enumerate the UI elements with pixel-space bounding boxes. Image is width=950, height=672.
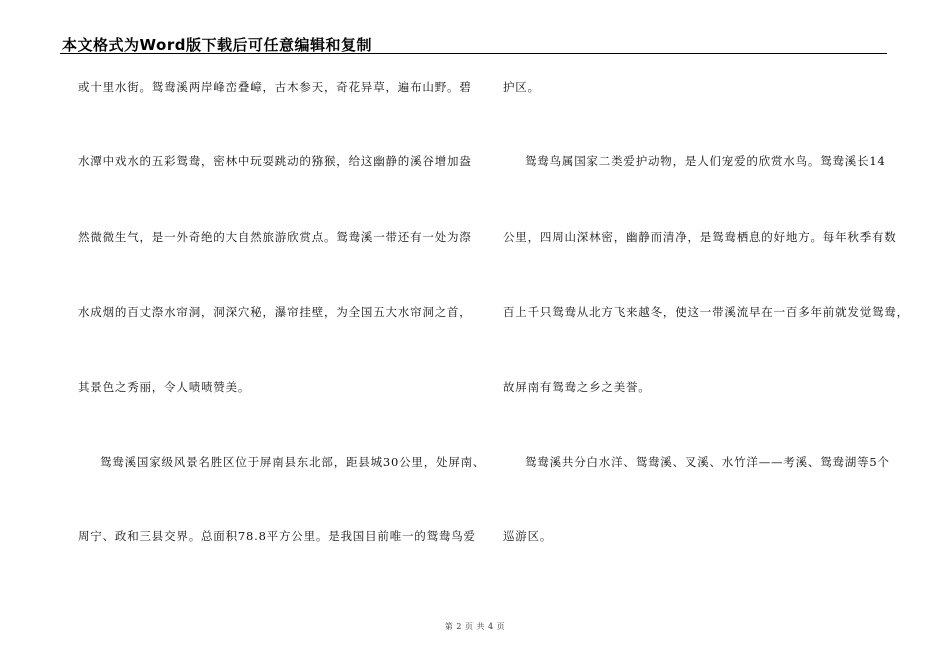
right-line-4: 百上千只鸳鸯从北方飞来越冬，使这一带溪流早在一百多年前就发觉鸳鸯， <box>503 305 909 319</box>
left-line-3: 然微微生气，是一外奇绝的大自然旅游欣赏点。鸳鸯溪一带还有一处为漈 <box>78 230 472 244</box>
left-line-6: 鸳鸯溪国家级风景名胜区位于屏南县东北部，距县城30公里，处屏南、 <box>100 455 486 469</box>
left-line-1: 或十里水街。鸳鸯溪两岸峰峦叠嶂，古木参天，奇花异草，遍布山野。碧 <box>78 80 472 94</box>
header-divider <box>60 53 887 54</box>
right-line-3: 公里，四周山深林密，幽静而清净，是鸳鸯栖息的好地方。每年秋季有数 <box>503 230 897 244</box>
document-header-title: 本文格式为Word版下载后可任意编辑和复制 <box>62 36 372 54</box>
right-line-2: 鸳鸯鸟属国家二类爱护动物，是人们宠爱的欣赏水鸟。鸳鸯溪长14 <box>525 154 886 168</box>
right-line-6: 鸳鸯溪共分白水洋、鸳鸯溪、叉溪、水竹洋——考溪、鸳鸯湖等5个 <box>525 455 890 469</box>
right-line-1: 护区。 <box>503 80 540 94</box>
left-line-4: 水成烟的百丈漈水帘洞，洞深穴秘，瀑帘挂壁，为全国五大水帘洞之首， <box>78 305 472 319</box>
right-line-5: 故屏南有鸳鸯之乡之美誉。 <box>503 380 651 394</box>
right-line-7: 巡游区。 <box>503 529 553 543</box>
page-number: 第 2 页 共 4 页 <box>444 622 506 631</box>
left-line-7: 周宁、政和三县交界。总面积78.8平方公里。是我国目前唯一的鸳鸯鸟爱 <box>78 529 476 543</box>
left-line-5: 其景色之秀丽，令人啧啧赞美。 <box>78 380 251 394</box>
left-line-2: 水潭中戏水的五彩鸳鸯，密林中玩耍跳动的猕猴，给这幽静的溪谷增加盎 <box>78 154 472 168</box>
